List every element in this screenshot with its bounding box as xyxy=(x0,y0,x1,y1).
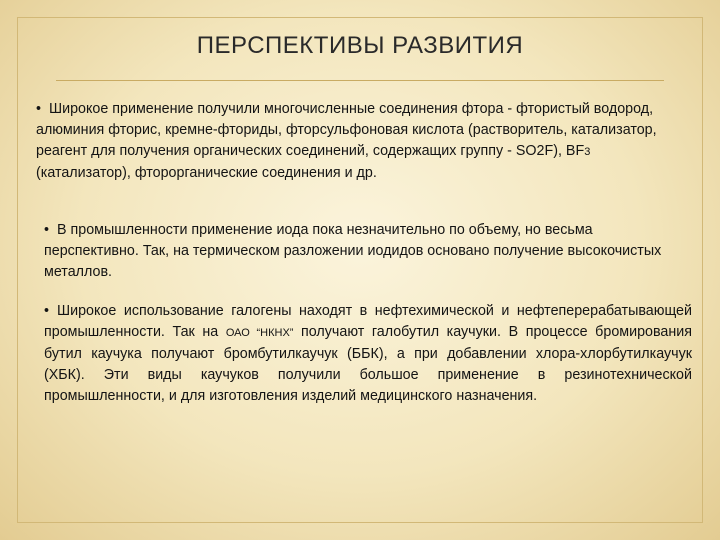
paragraph-halogens-petrochemical xyxy=(44,301,692,407)
bullet-marker: • xyxy=(44,222,50,238)
title-divider xyxy=(56,80,664,81)
paragraph-text: Широкое применение получили многочисленные соединения фтора - фтористый водород, алюминия фторис, кремне-фториды, фторсульфоновая кислота (растворитель, катализатор, реагент для получения органических соединений, содержащих группу - SO2F), BF xyxy=(36,101,657,159)
slide-title: ПЕРСПЕКТИВЫ РАЗВИТИЯ xyxy=(196,32,524,59)
subscript-text: 3 xyxy=(584,146,591,158)
paragraph-iodine-industry xyxy=(44,220,664,283)
paragraph-text: получают галобутил каучуки. В процессе бромирования бутил каучука получают бромбутилкаучук (ББК), а при добавлении хлора-хлорбутилкаучук (ХБК). Эти виды каучуков получили большое применение в резинотехнической промышленности, и для изготовления изделий медицинского назначения. xyxy=(44,324,692,404)
paragraph-text: В промышленности применение иода пока незначительно по объему, но весьма перспективно. Так, на термическом разложении иодидов основано получение высокочистых металлов. xyxy=(44,222,662,280)
paragraph-fluorine-compounds xyxy=(36,99,666,184)
organization-name: ОАО “НКНХ” xyxy=(225,327,294,339)
paragraph-text: Широкое использование галогены находят в нефтехимической и нефтеперерабатывающей промышленности. Так на xyxy=(44,303,692,340)
paragraph-text: (катализатор), фторорганические соединения и др. xyxy=(36,165,377,181)
bullet-marker: • xyxy=(36,101,42,117)
bullet-marker: • xyxy=(44,303,50,319)
